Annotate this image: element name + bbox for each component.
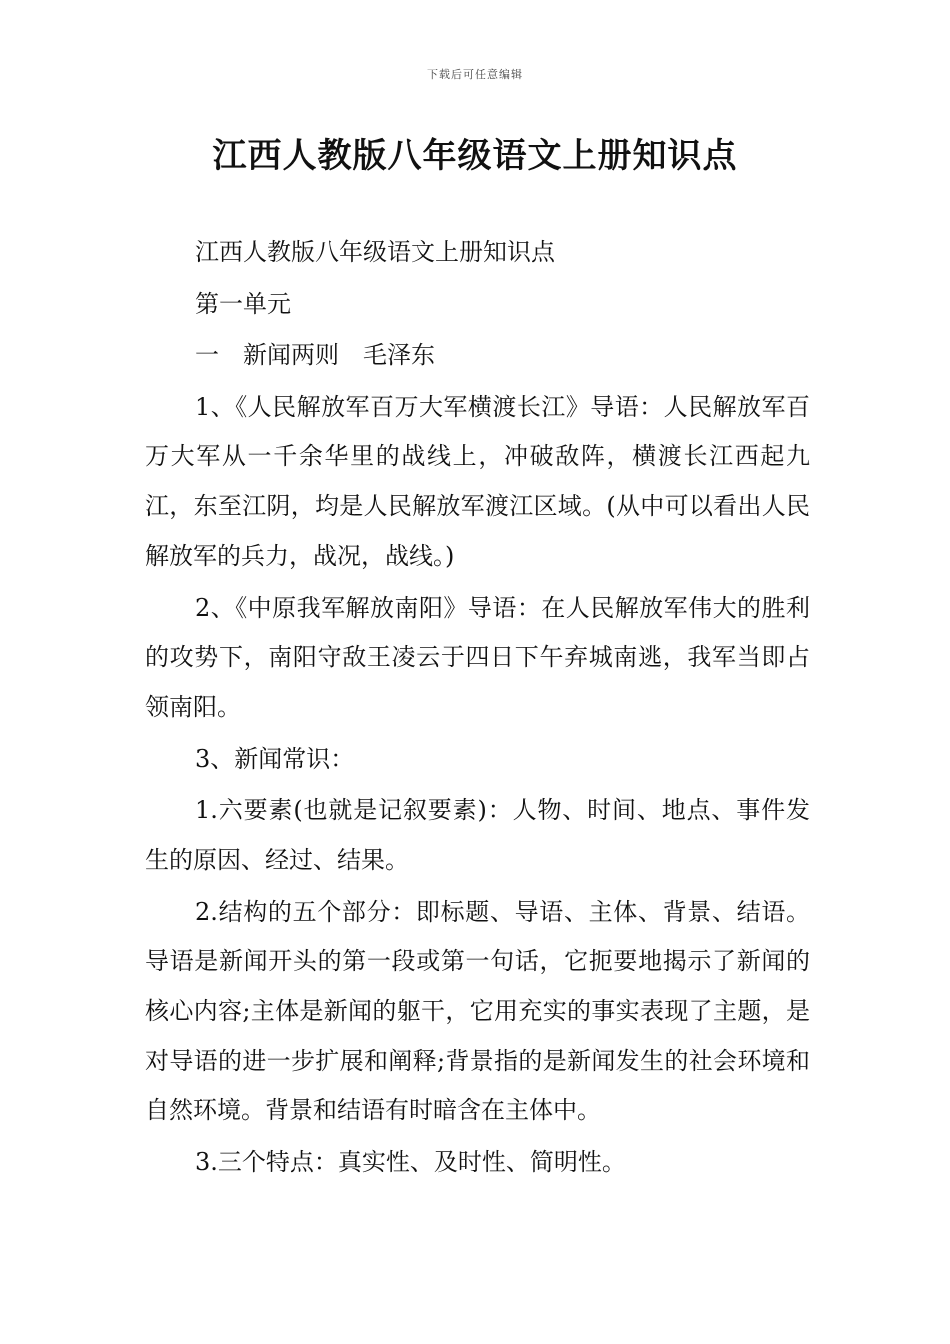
document-body	[145, 228, 810, 1188]
paragraph-news-1: 1、《人民解放军百万大军横渡长江》导语：人民解放军百万大军从一千余华里的战线上，冲破敌阵，横渡长江西起九江，东至江阴，均是人民解放军渡江区域。(从中可以看出人民解放军的兵力，战况，战线。)	[145, 392, 810, 570]
paragraph-subtitle: 江西人教版八年级语文上册知识点	[195, 238, 555, 266]
paragraph-news-knowledge: 3、新闻常识：	[195, 744, 355, 773]
document-title: 江西人教版八年级语文上册知识点	[212, 136, 738, 176]
header-note: 下载后可任意编辑	[427, 68, 523, 81]
paragraph-news-2: 2、《中原我军解放南阳》导语：在人民解放军伟大的胜利的攻势下，南阳守敌王凌云于四日下午弃城南逃，我军当即占领南阳。	[145, 593, 810, 721]
paragraph-five-parts: 2.结构的五个部分：即标题、导语、主体、背景、结语。导语是新闻开头的第一段或第一句话，它扼要地揭示了新闻的核心内容;主体是新闻的躯干，它用充实的事实表现了主题，是对导语的进一步扩展和阐释;背景指的是新闻发生的社会环境和自然环境。背景和结语有时暗含在主体中。	[145, 897, 810, 1125]
paragraph-unit-heading: 第一单元	[195, 289, 291, 318]
paragraph-six-elements: 1.六要素(也就是记叙要素)：人物、时间、地点、事件发生的原因、经过、结果。	[145, 796, 810, 874]
paragraph-three-features: 3.三个特点：真实性、及时性、简明性。	[195, 1148, 626, 1177]
paragraph-lesson-heading: 一 新闻两则 毛泽东	[195, 341, 435, 370]
